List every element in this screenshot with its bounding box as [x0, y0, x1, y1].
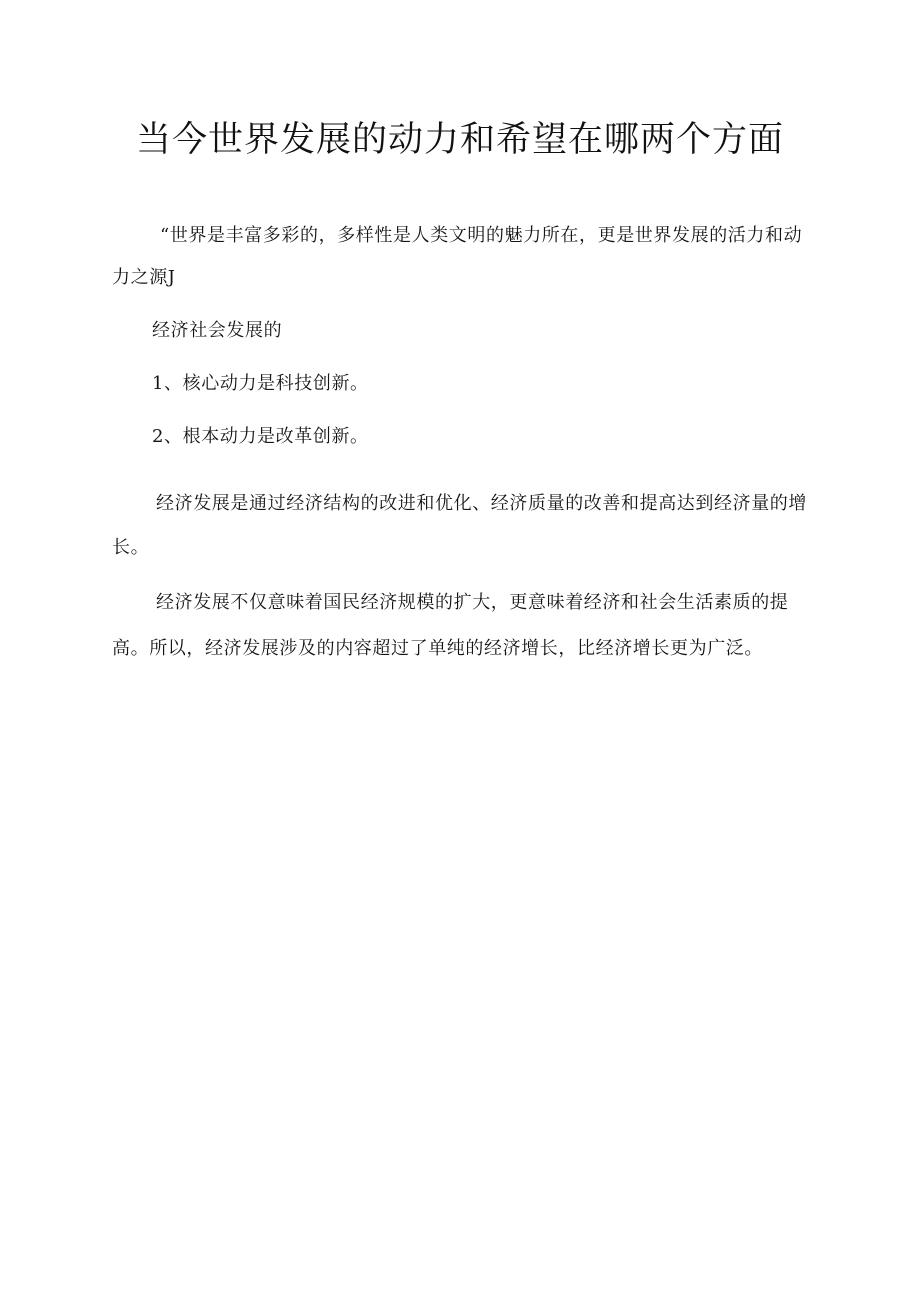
list-item-fundamental-driver: 2、根本动力是改革创新。 — [152, 426, 369, 447]
paragraph-economic-development-definition: 经济发展是通过经济结构的改进和优化、经济质量的改善和提高达到经济量的增长。 — [112, 493, 807, 558]
document-title: 当今世界发展的动力和希望在哪两个方面 — [135, 120, 784, 160]
paragraph-diversity-quote: “世界是丰富多彩的，多样性是人类文明的魅力所在，更是世界发展的活力和动力之源J — [112, 225, 803, 288]
list-item-core-driver: 1、核心动力是科技创新。 — [152, 373, 369, 394]
paragraph-development-intro: 经济社会发展的 — [152, 320, 283, 341]
paragraph-economic-development-scope: 经济发展不仅意味着国民经济规模的扩大，更意味着经济和社会生活素质的提高。所以，经济发展涉及的内容超过了单纯的经济增长，比经济增长更为广泛。 — [112, 592, 789, 659]
